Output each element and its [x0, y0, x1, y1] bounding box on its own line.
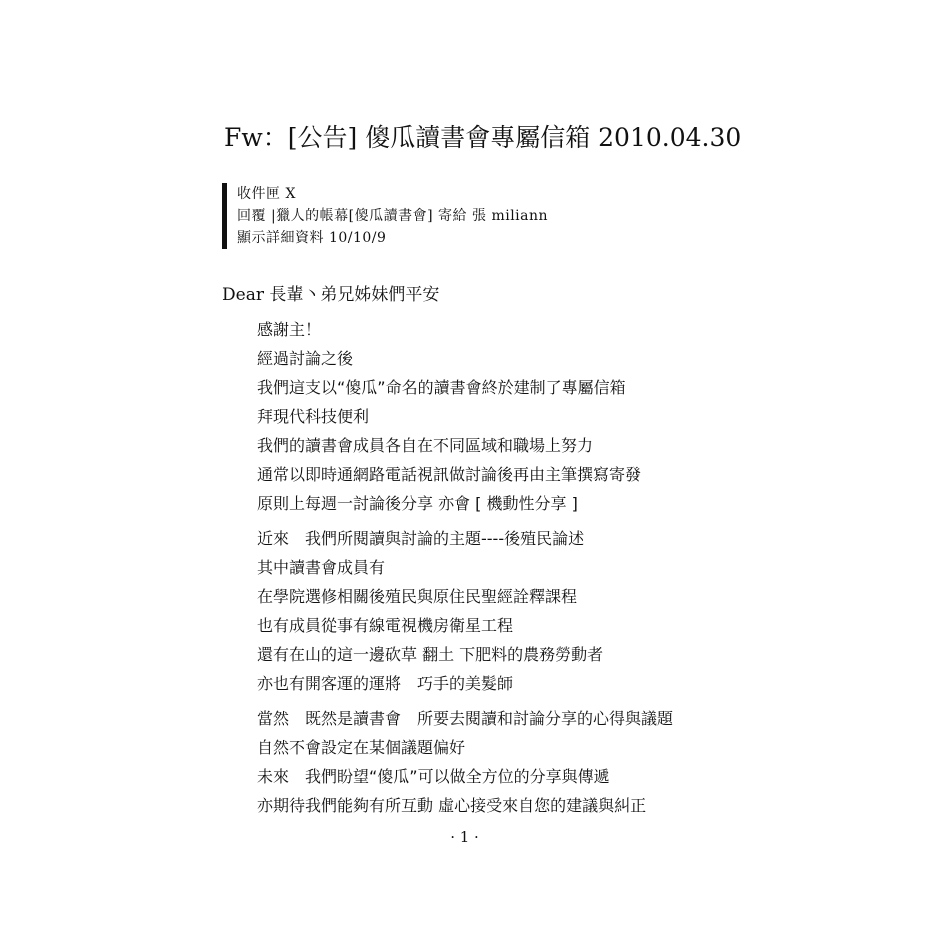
body-line: 原則上每週一討論後分享 亦會 [ 機動性分享 ] — [257, 494, 578, 513]
body-line: 我們的讀書會成員各自在不同區域和職場上努力 — [257, 436, 594, 455]
page-number: · 1 · — [450, 828, 479, 846]
body-line: 在學院選修相關後殖民與原住民聖經詮釋課程 — [257, 587, 578, 606]
body-line: 拜現代科技便利 — [257, 407, 370, 426]
body-line: 未來 我們盼望“傻瓜”可以做全方位的分享與傳遞 — [257, 767, 610, 786]
details-date-line: 顯示詳細資料 10/10/9 — [237, 230, 387, 246]
inbox-label: 收件匣 X — [237, 186, 296, 202]
body-line: 我們這支以“傻瓜”命名的讀書會終於建制了專屬信箱 — [257, 378, 626, 397]
body-line: 通常以即時通網路電話視訊做討論後再由主筆撰寫寄發 — [257, 465, 642, 484]
body-line: 亦期待我們能夠有所互動 虛心接受來自您的建議與糾正 — [257, 796, 647, 815]
paragraph-1 — [257, 315, 673, 518]
body-line: 近來 我們所閱讀與討論的主題----後殖民論述 — [257, 529, 585, 548]
body-line: 經過討論之後 — [257, 349, 354, 368]
body-line: 亦也有開客運的運將 巧手的美髮師 — [257, 674, 514, 693]
paragraph-2 — [257, 524, 673, 698]
page-title: Fw：[公告] 傻瓜讀書會專屬信箱 2010.04.30 — [224, 123, 742, 152]
paragraph-3 — [257, 704, 673, 820]
body-line: 也有成員從事有線電視機房衛星工程 — [257, 616, 514, 635]
letter-body — [257, 315, 673, 826]
email-header — [222, 183, 548, 249]
greeting: Dear 長輩丶弟兄姊妹們平安 — [222, 285, 440, 305]
body-line: 自然不會設定在某個議題偏好 — [257, 738, 466, 757]
body-line: 感謝主！ — [257, 320, 322, 339]
reply-recipient-line: 回覆 |獵人的帳幕[傻瓜讀書會] 寄給 張 miliann — [237, 208, 549, 224]
body-line: 當然 既然是讀書會 所要去閱讀和討論分享的心得與議題 — [257, 709, 674, 728]
body-line: 還有在山的這一邊砍草 翻土 下肥料的農務勞動者 — [257, 645, 604, 664]
body-line: 其中讀書會成員有 — [257, 558, 386, 577]
